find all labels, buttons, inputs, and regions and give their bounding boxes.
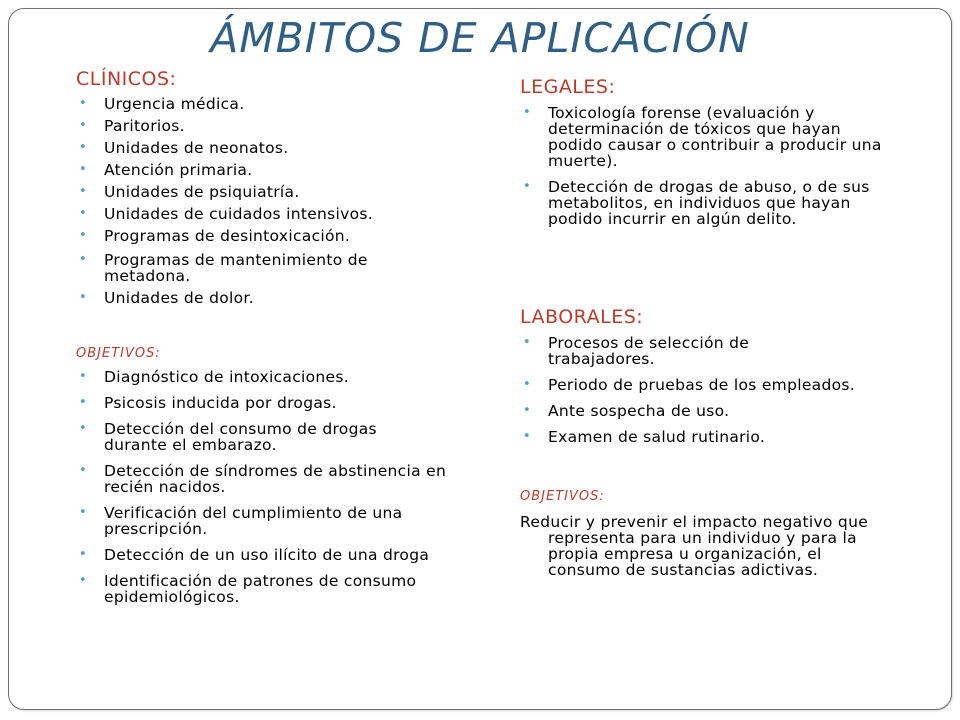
list-item: • Detección de un uso ilícito de una droga	[79, 546, 430, 564]
bullet-icon: •	[79, 463, 87, 478]
bullet-icon: •	[79, 184, 87, 199]
bullet-icon: •	[79, 96, 87, 111]
bullet-icon: •	[523, 429, 531, 444]
list-item: • Verificación del cumplimiento de una prescripción.	[79, 504, 403, 538]
bullet-icon: •	[523, 335, 531, 350]
bullet-icon: •	[79, 505, 87, 520]
list-item: • Detección de síndromes de abstinencia en recién nacidos.	[79, 462, 447, 496]
bullet-icon: •	[523, 105, 531, 120]
bullet-icon: •	[523, 179, 531, 194]
list-item: • Psicosis inducida por drogas.	[79, 394, 337, 412]
list-item: • Urgencia médica.	[79, 95, 245, 113]
list-item: • Identificación de patrones de consumo epidemiológicos.	[79, 572, 417, 606]
page-title: ÁMBITOS DE APLICACIÓN	[210, 14, 750, 62]
clinicos-list	[76, 96, 476, 306]
list-item: • Unidades de dolor.	[79, 289, 254, 307]
list-item: • Procesos de selección de trabajadores.	[523, 334, 750, 368]
list-item: • Unidades de neonatos.	[79, 139, 289, 157]
bullet-icon: •	[79, 547, 87, 562]
list-item: • Unidades de cuidados intensivos.	[79, 205, 374, 223]
list-item: • Detección de drogas de abuso, o de sus metabolitos, en individuos que hayan podido incurrir en algún delito.	[523, 178, 870, 228]
clinicos-heading: CLÍNICOS:	[76, 68, 177, 90]
list-item: • Unidades de psiquiatría.	[79, 183, 300, 201]
list-item: • Programas de desintoxicación.	[79, 227, 351, 245]
bullet-icon: •	[79, 252, 87, 267]
laborales-objetivos-text: Reducir y prevenir el impacto negativo que representa para un individuo y para la propia empresa u organización, el consumo de sustancias adictivas.	[520, 513, 869, 579]
list-item: • Diagnóstico de intoxicaciones.	[79, 368, 349, 386]
laborales-heading: LABORALES:	[520, 306, 644, 328]
clinicos-objetivos-list	[76, 369, 476, 605]
bullet-icon: •	[79, 118, 87, 133]
bullet-icon: •	[79, 290, 87, 305]
list-item: • Ante sospecha de uso.	[523, 402, 730, 420]
bullet-icon: •	[79, 421, 87, 436]
bullet-icon: •	[79, 162, 87, 177]
list-item: • Programas de mantenimiento de metadona.	[79, 251, 368, 285]
bullet-icon: •	[79, 140, 87, 155]
list-item: • Examen de salud rutinario.	[523, 428, 766, 446]
bullet-icon: •	[79, 369, 87, 384]
bullet-icon: •	[79, 573, 87, 588]
clinicos-objetivos-label: OBJETIVOS:	[76, 346, 161, 361]
legales-heading: LEGALES:	[520, 76, 616, 98]
bullet-icon: •	[523, 377, 531, 392]
list-item: • Atención primaria.	[79, 161, 253, 179]
list-item: • Detección del consumo de drogas durante el embarazo.	[79, 420, 377, 454]
laborales-list	[520, 335, 890, 445]
list-item: • Paritorios.	[79, 117, 185, 135]
bullet-icon: •	[79, 395, 87, 410]
laborales-objetivos-label: OBJETIVOS:	[520, 489, 605, 504]
list-item: • Toxicología forense (evaluación y determinación de tóxicos que hayan podido causar o contribuir a producir una muerte).	[523, 104, 882, 170]
list-item: • Periodo de pruebas de los empleados.	[523, 376, 855, 394]
legales-list	[520, 105, 890, 227]
bullet-icon: •	[79, 206, 87, 221]
bullet-icon: •	[523, 403, 531, 418]
bullet-icon: •	[79, 228, 87, 243]
